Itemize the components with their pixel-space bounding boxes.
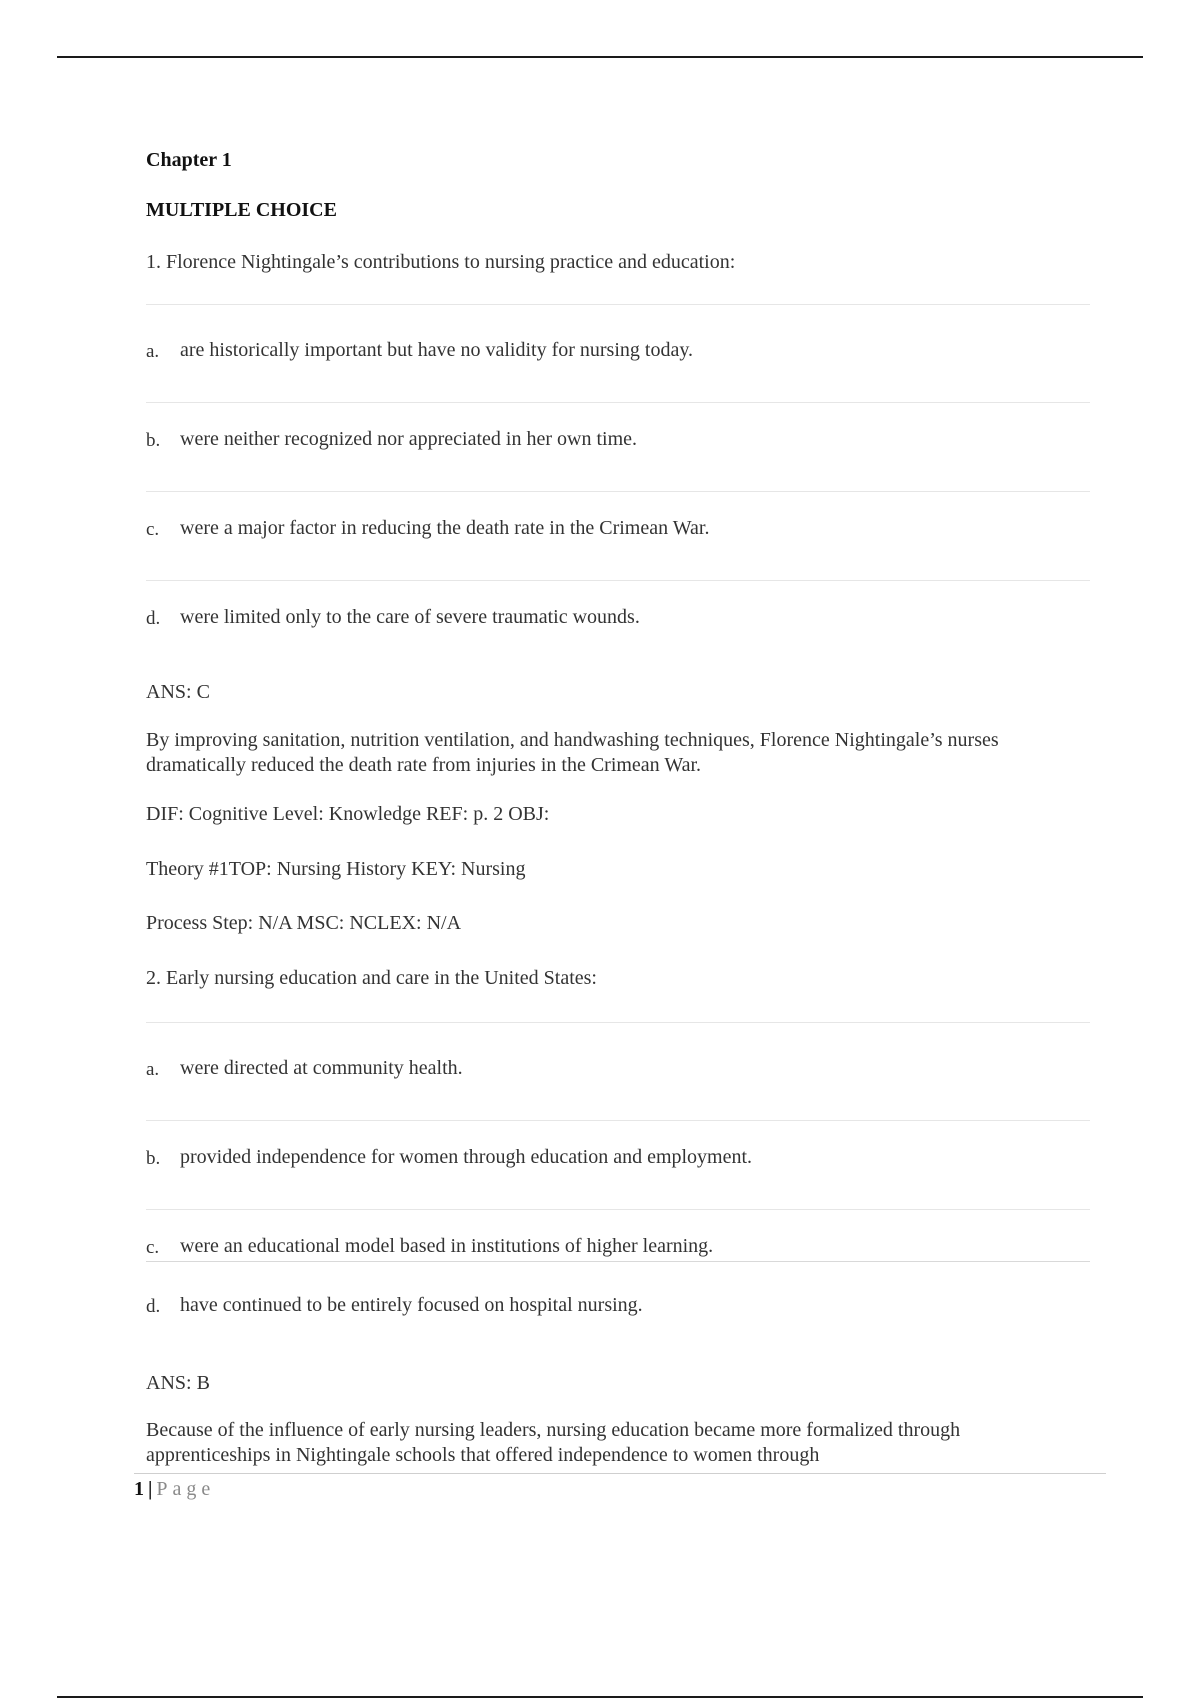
question-2-answer: ANS: B [146,1372,210,1394]
section-title: MULTIPLE CHOICE [146,199,337,221]
bottom-rule [57,1696,1143,1698]
divider [146,402,1090,403]
question-1-rationale: By improving sanitation, nutrition ventilation, and handwashing techniques, Florence Nightingale’s nurses dramatically reduced the death rate from injuries in the Crimean War. [146,729,999,776]
option-text: are historically important but have no validity for nursing today. [180,339,694,361]
option-letter: c. [146,519,160,540]
top-rule [57,56,1143,58]
divider [146,491,1090,492]
divider [146,1209,1090,1210]
option-letter: a. [146,341,160,362]
chapter-title: Chapter 1 [146,149,232,171]
question-2-stem: 2. Early nursing education and care in the United States: [146,967,597,989]
option-letter: c. [146,1237,160,1258]
page-number: 1 [134,1478,144,1500]
option-text: have continued to be entirely focused on hospital nursing. [180,1294,643,1316]
option-letter: d. [146,1296,161,1317]
question-1-meta-line-3: Process Step: N/A MSC: NCLEX: N/A [146,912,462,934]
divider [146,304,1090,305]
option-text: provided independence for women through education and employment. [180,1146,753,1168]
option-text: were limited only to the care of severe traumatic wounds. [180,606,640,628]
option-text: were neither recognized nor appreciated in her own time. [180,428,638,450]
divider [146,580,1090,581]
option-letter: b. [146,1148,161,1169]
question-2-rationale: Because of the influence of early nursing leaders, nursing education became more formalized through apprenticeships in Nightingale schools that offered independence to women through [146,1419,961,1466]
question-1-answer: ANS: C [146,681,210,703]
option-letter: d. [146,608,161,629]
option-text: were a major factor in reducing the death rate in the Crimean War. [180,517,710,539]
page-label: Page [156,1478,216,1500]
footer-separator: | [148,1478,153,1500]
option-letter: b. [146,430,161,451]
footer-rule [134,1473,1106,1474]
option-letter: a. [146,1059,160,1080]
divider [146,1022,1090,1023]
divider [146,1120,1090,1121]
question-1-meta-line-1: DIF: Cognitive Level: Knowledge REF: p. 2 OBJ: [146,803,550,825]
question-1-stem: 1. Florence Nightingale’s contributions to nursing practice and education: [146,251,736,273]
option-text: were directed at community health. [180,1057,463,1079]
divider [146,1261,1090,1262]
question-1-meta-line-2: Theory #1TOP: Nursing History KEY: Nursing [146,858,526,880]
option-text: were an educational model based in institutions of higher learning. [180,1235,714,1257]
page-footer [134,1478,215,1501]
